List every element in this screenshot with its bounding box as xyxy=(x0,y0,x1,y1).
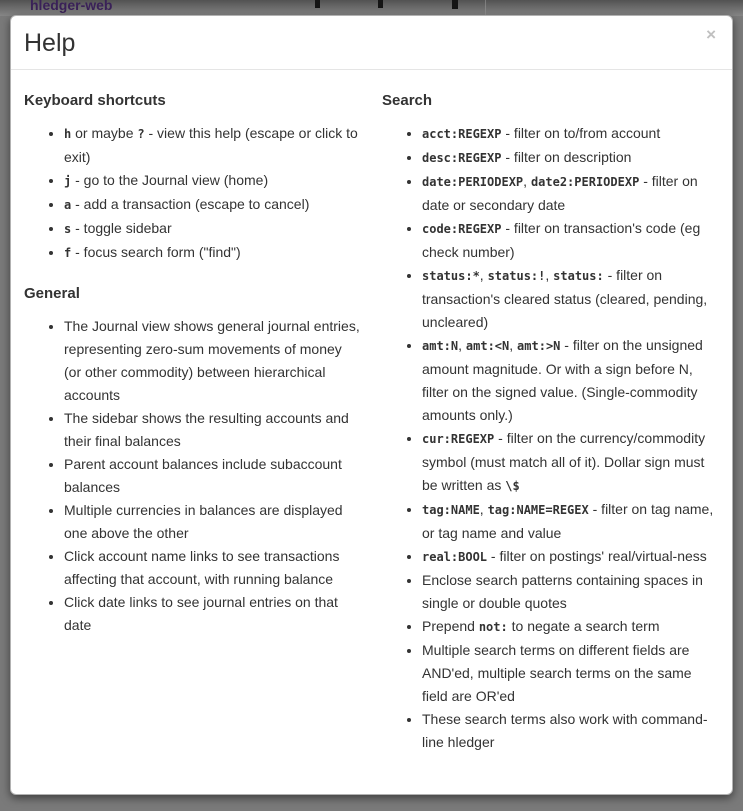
help-list-item: • h or maybe ? - view this help (escape or click to exit) xyxy=(64,122,360,169)
code-term: f xyxy=(64,246,72,260)
background-heading-fragment xyxy=(315,0,320,8)
background-heading-fragment xyxy=(378,0,383,8)
help-list-item: • Enclose search patterns containing spaces in single or double quotes xyxy=(422,569,718,615)
help-list-item: • code:REGEXP - filter on transaction's code (eg check number) xyxy=(422,217,718,264)
help-list-item: • acct:REGEXP - filter on to/from account xyxy=(422,122,718,146)
help-left-column xyxy=(24,79,360,754)
section-heading-keyboard-shortcuts: Keyboard shortcuts xyxy=(24,92,166,109)
help-list-item: • Click date links to see journal entries on that date xyxy=(64,591,360,637)
help-list-item: • tag:NAME, tag:NAME=REGEX - filter on tag name, or tag name and value xyxy=(422,498,718,545)
code-term: \$ xyxy=(505,479,520,493)
code-term: tag:NAME xyxy=(422,503,480,517)
help-list-item: • These search terms also work with command-line hledger xyxy=(422,708,718,754)
code-term: amt:<N xyxy=(465,339,510,353)
code-term: a xyxy=(64,198,72,212)
help-list-item: • Prepend not: to negate a search term xyxy=(422,615,718,639)
code-term: status:! xyxy=(487,269,546,283)
help-list-item: • cur:REGEXP - filter on the currency/commodity symbol (must match all of it). Dollar sign must be written as \$ xyxy=(422,427,718,498)
help-list-item: • f - focus search form ("find") xyxy=(64,241,360,265)
help-list-item: • j - go to the Journal view (home) xyxy=(64,169,360,193)
help-list-item: • amt:N, amt:<N, amt:>N - filter on the unsigned amount magnitude. Or with a sign before N, filter on the signed value. (Single-commodity amounts only.) xyxy=(422,334,718,427)
help-list-item: • The sidebar shows the resulting accounts and their final balances xyxy=(64,407,360,453)
code-term: acct:REGEXP xyxy=(422,127,502,141)
help-list-item: • Parent account balances include subaccount balances xyxy=(64,453,360,499)
hledger-web-brand-link: hledger-web xyxy=(30,0,113,13)
general-list xyxy=(24,315,360,637)
code-term: not: xyxy=(478,620,508,634)
help-list-item: • a - add a transaction (escape to cancel) xyxy=(64,193,360,217)
help-list-item: • desc:REGEXP - filter on description xyxy=(422,146,718,170)
dimmed-background-page xyxy=(0,0,743,16)
code-term: h xyxy=(64,127,72,141)
code-term: date2:PERIODEXP xyxy=(530,175,640,189)
background-divider xyxy=(485,0,486,16)
help-modal xyxy=(10,15,733,795)
code-term: status: xyxy=(553,269,604,283)
code-term: desc:REGEXP xyxy=(422,151,502,165)
close-icon[interactable]: × xyxy=(706,25,716,44)
keyboard-shortcuts-list xyxy=(24,122,360,265)
section-heading-search: Search xyxy=(382,92,433,109)
help-list-item: • s - toggle sidebar xyxy=(64,217,360,241)
help-list-item: • Multiple search terms on different fields are AND'ed, multiple search terms on the same field are OR'ed xyxy=(422,639,718,708)
help-list-item: • Multiple currencies in balances are displayed one above the other xyxy=(64,499,360,545)
help-modal-body xyxy=(11,70,732,768)
code-term: amt:>N xyxy=(517,339,561,353)
code-term: tag:NAME=REGEX xyxy=(487,503,589,517)
background-heading-fragment xyxy=(452,0,458,9)
code-term: cur:REGEXP xyxy=(422,432,495,446)
help-right-column xyxy=(382,79,718,754)
help-modal-header xyxy=(11,16,732,70)
code-term: date:PERIODEXP xyxy=(422,175,524,189)
section-heading-general: General xyxy=(24,285,80,302)
code-term: real:BOOL xyxy=(422,550,488,564)
code-term: amt:N xyxy=(422,339,459,353)
help-list-item: • The Journal view shows general journal entries, representing zero-sum movements of money (or other commodity) between hierarchical accounts xyxy=(64,315,360,407)
help-list-item: • real:BOOL - filter on postings' real/virtual-ness xyxy=(422,545,718,569)
help-list-item: • Click account name links to see transactions affecting that account, with running balance xyxy=(64,545,360,591)
help-list-item: • status:*, status:!, status: - filter on transaction's cleared status (cleared, pending, uncleared) xyxy=(422,264,718,334)
code-term: status:* xyxy=(422,269,480,283)
code-term: ? xyxy=(137,127,145,141)
help-list-item: • date:PERIODEXP, date2:PERIODEXP - filter on date or secondary date xyxy=(422,170,718,217)
code-term: j xyxy=(64,174,72,188)
code-term: code:REGEXP xyxy=(422,222,502,236)
code-term: s xyxy=(64,222,72,236)
search-list xyxy=(382,122,718,754)
help-modal-title: Help xyxy=(24,29,76,57)
